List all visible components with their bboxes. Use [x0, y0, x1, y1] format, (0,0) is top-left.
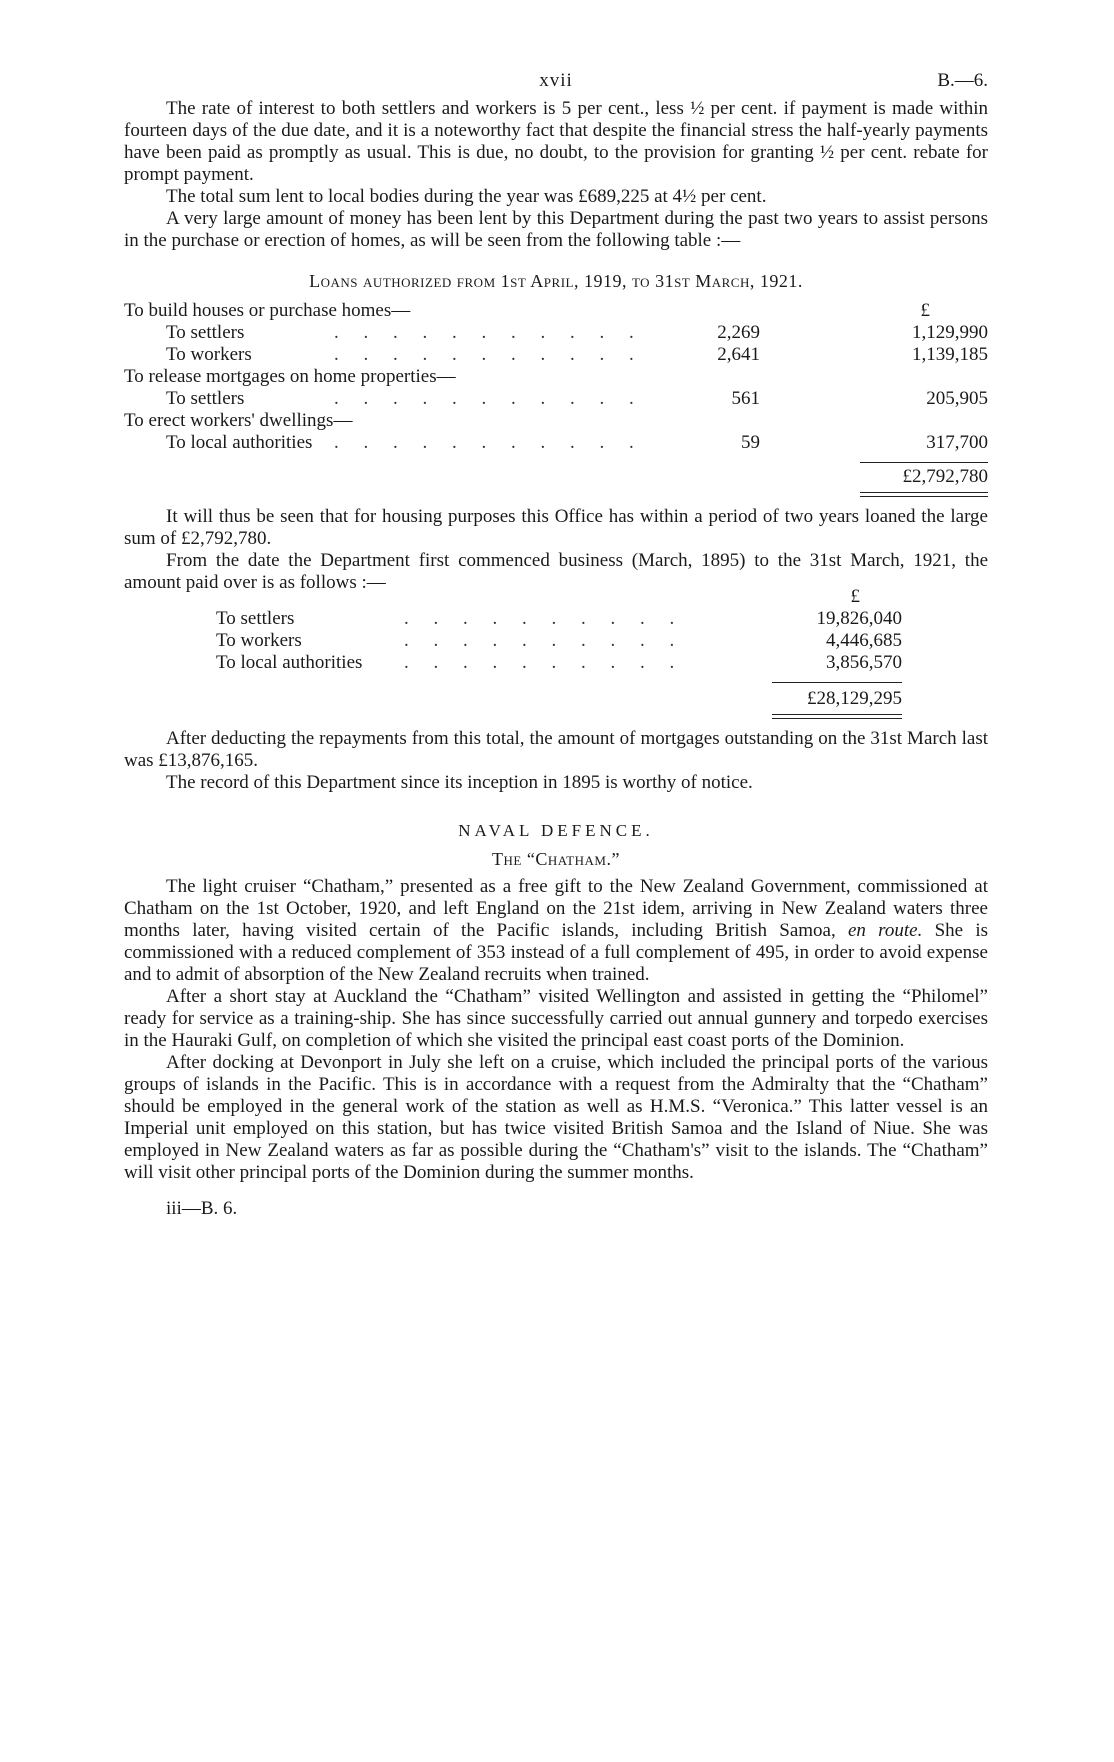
table-row [124, 366, 988, 388]
group-heading: To erect workers' dwellings— [124, 410, 353, 431]
table-total-row [124, 466, 988, 488]
table-total: £2,792,780 [902, 466, 988, 487]
double-rule [772, 714, 902, 719]
leader-dots: . . . . . . . . . . [404, 608, 685, 629]
currency-symbol: £ [850, 586, 860, 607]
total-rule [860, 462, 988, 463]
row-amount: 4,446,685 [826, 630, 902, 651]
row-count: 2,641 [717, 344, 760, 365]
page-header [124, 70, 988, 98]
table-total: £28,129,295 [807, 688, 902, 709]
total-rule [772, 682, 902, 683]
row-amount: 3,856,570 [826, 652, 902, 673]
table-row [124, 608, 988, 630]
leader-dots: . . . . . . . . . . . [334, 344, 644, 365]
leader-dots: . . . . . . . . . . . [334, 322, 644, 343]
paragraph-outstanding: After deducting the repayments from this total, the amount of mortgages outstanding on the 31st March last was £13,876,165. [124, 728, 988, 771]
row-label: To settlers [216, 608, 295, 629]
row-count: 2,269 [717, 322, 760, 343]
group-heading: To release mortgages on home properties— [124, 366, 456, 387]
table-row [124, 300, 988, 322]
section-subtitle: The “Chatham.” [492, 849, 620, 869]
paragraph-chatham-cruise: After docking at Devonport in July she left on a cruise, which included the principal ports of the various groups of islands in the Pacific. This is in accordance with a request from the Admiralty that the “Chatham” should be employed in the general work of the station as well as H.M.S. “Veronica.” This latter vessel is an Imperial unit employed on this station, but has twice visited British Samoa and the Island of Niue. She was employed in New Zealand waters as far as possible during the “Chatham's” visit to the islands. The “Chatham” will visit other principal ports of the Dominion during the summer months. [124, 1052, 988, 1183]
row-label: To local authorities [166, 432, 313, 453]
row-label: To settlers [166, 388, 245, 409]
group-heading: To build houses or purchase homes— [124, 300, 411, 321]
row-count: 59 [741, 432, 760, 453]
loans-table [124, 300, 988, 502]
row-amount: 19,826,040 [816, 608, 902, 629]
table-row [124, 652, 988, 674]
row-amount: 317,700 [926, 432, 988, 453]
section-title: NAVAL DEFENCE. [458, 821, 654, 840]
table-row [124, 432, 988, 454]
paragraph-chatham-gift: The light cruiser “Chatham,” presented as a free gift to the New Zealand Government, commissioned at Chatham on the 1st October, 1920, and left England on the 21st idem, arriving in New Zealand waters three months later, having visited certain of the Pacific islands, including British Samoa, en route. She is commissioned with a reduced complement of 353 instead of a full complement of 495, in order to avoid expense and to admit of absorption of the New Zealand recruits when trained. [124, 876, 988, 985]
leader-dots: . . . . . . . . . . [404, 652, 685, 673]
paragraph-housing-summary: It will thus be seen that for housing purposes this Office has within a period of two years loaned the large sum of £2,792,780. [124, 506, 988, 549]
paragraph-since-1895: From the date the Department first commenced business (March, 1895) to the 31st March, 1921, the amount paid over is as follows :— [124, 550, 988, 593]
row-label: To workers [166, 344, 252, 365]
leader-dots: . . . . . . . . . . . [334, 388, 644, 409]
currency-symbol: £ [920, 300, 930, 321]
paragraph-local-bodies: The total sum lent to local bodies during the year was £689,225 at 4½ per cent. [166, 186, 767, 207]
payments-table [124, 586, 988, 724]
table-total-row [124, 688, 988, 710]
paragraph-record: The record of this Department since its inception in 1895 is worthy of notice. [166, 772, 753, 793]
table-row [124, 344, 988, 366]
document-page [124, 70, 988, 1220]
leader-dots: . . . . . . . . . . [404, 630, 685, 651]
paragraph-homes-lending: A very large amount of money has been lent by this Department during the past two years to assist persons in the purchase or erection of homes, as will be seen from the following table :— [124, 208, 988, 251]
row-count: 561 [731, 388, 760, 409]
row-label: To settlers [166, 322, 245, 343]
table-row [124, 388, 988, 410]
page-number: xvii [539, 70, 573, 91]
row-amount: 1,139,185 [912, 344, 988, 365]
paragraph-interest-rate: The rate of interest to both settlers and workers is 5 per cent., less ½ per cent. if payment is made within fourteen days of the due date, and it is a noteworthy fact that despite the financial stress the half-yearly payments have been paid as promptly as usual. This is due, no doubt, to the provision for granting ½ per cent. rebate for prompt payment. [124, 98, 988, 185]
table-row [124, 630, 988, 652]
page-signature: iii—B. 6. [166, 1198, 238, 1219]
double-rule [860, 492, 988, 497]
row-amount: 1,129,990 [912, 322, 988, 343]
row-label: To local authorities [216, 652, 363, 673]
table-row [124, 586, 988, 608]
paragraph-chatham-exercises: After a short stay at Auckland the “Chatham” visited Wellington and assisted in getting the “Philomel” ready for service as a training-ship. She has since successfully carried out annual gunnery and torpedo exercises in the Hauraki Gulf, on completion of which she visited the principal east coast ports of the Dominion. [124, 986, 988, 1051]
loans-table-caption: Loans authorized from 1st April, 1919, to 31st March, 1921. [309, 271, 803, 291]
table-row [124, 410, 988, 432]
table-row [124, 322, 988, 344]
row-amount: 205,905 [926, 388, 988, 409]
row-label: To workers [216, 630, 302, 651]
leader-dots: . . . . . . . . . . . [334, 432, 644, 453]
document-reference: B.—6. [937, 70, 988, 91]
